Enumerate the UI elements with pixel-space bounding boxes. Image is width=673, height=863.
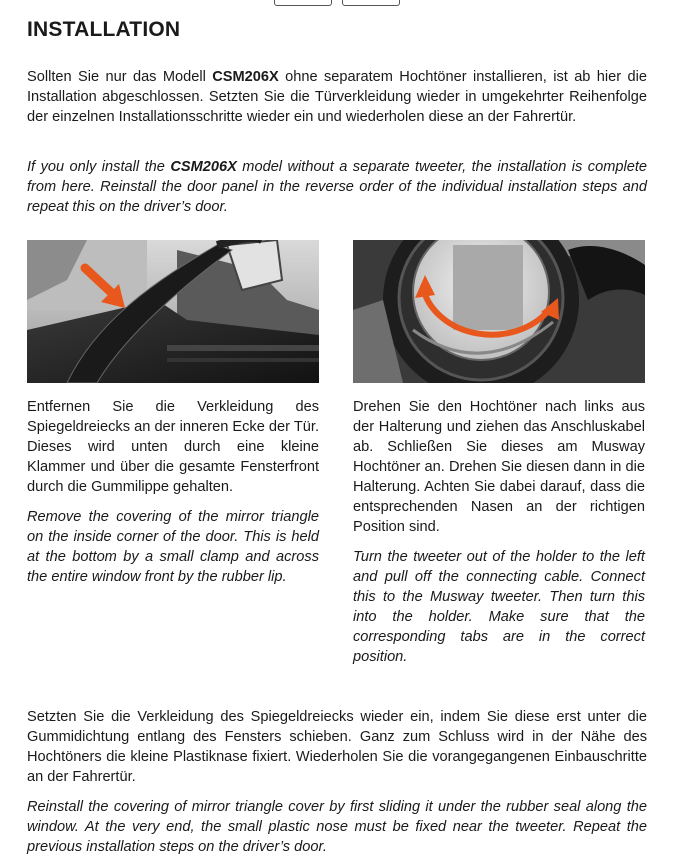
page-title: INSTALLATION <box>27 18 181 41</box>
tweeter-illustration <box>353 240 645 383</box>
intro-english-model: CSM206X <box>170 159 237 175</box>
outro-english: Reinstall the covering of mirror triangle cover by first sliding it under the rubber seal along the window. At the very end, the small plastic nose must be fixed near the tweeter. Repeat the previous installation steps on the driver’s door. <box>27 799 647 855</box>
step-left-english: Remove the covering of the mirror triangle on the inside corner of the door. This is held at the bottom by a small clamp and across the entire window front by the rubber lip. <box>27 509 319 585</box>
step-left-german: Entfernen Sie die Verkleidung des Spiegeldreiecks an der inneren Ecke der Tür. Dieses wird unten durch eine kleine Klammer und über die gesamte Fensterfront durch die Gummilippe gehalten. <box>27 399 319 495</box>
top-nav-button-right[interactable] <box>342 0 400 6</box>
top-nav-button-left[interactable] <box>274 0 332 6</box>
step-right <box>353 397 645 677</box>
intro-german-text-start: Sollten Sie nur das Modell <box>27 69 213 85</box>
intro-german <box>27 67 647 127</box>
mirror-triangle-illustration <box>27 240 319 383</box>
intro-english <box>27 157 647 217</box>
intro-english-text-end: model without a separate tweeter, the installation is complete from here. Reinstall the door panel in the reverse order of the individual installation steps and repeat this on the driver’s door. <box>27 159 647 215</box>
intro-german-model: CSM206X <box>212 69 279 85</box>
outro-german: Setzten Sie die Verkleidung des Spiegeldreiecks wieder ein, indem Sie diese erst unter die Gummidichtung entlang des Fensters schieben. Ganz zum Schluss wird in der Nähe des Hochtöners die kleine Plastiknase fixiert. Wiederholen Sie die vorangegangenen Einbauschritte an der Fahrertür. <box>27 709 647 785</box>
step-right-english: Turn the tweeter out of the holder to the left and pull off the connecting cable. Connect this to the Musway tweeter. Then turn this into the holder. Make sure that the corresponding tabs are in the correct position. <box>353 549 645 665</box>
tweeter-photo <box>353 240 645 383</box>
mirror-triangle-photo <box>27 240 319 383</box>
step-left <box>27 397 319 597</box>
intro-german-text-end: ohne separatem Hochtöner installieren, ist ab hier die Installation abgeschlossen. Setzten Sie die Türverkleidung wieder in umgekehrter Reihenfolge der einzelnen Installationsschritte wieder ein und wiederholen diese an der Fahrertür. <box>27 69 647 125</box>
intro-english-text-start: If you only install the <box>27 159 171 175</box>
step-right-german: Drehen Sie den Hochtöner nach links aus der Halterung und ziehen das Anschluskabel ab. Schließen Sie dieses am Musway Hochtöner an. Drehen Sie diesen dann in die Halterung. Achten Sie dabei darauf, dass die entsprechenden Nasen an der richtigen Position sind. <box>353 399 645 535</box>
